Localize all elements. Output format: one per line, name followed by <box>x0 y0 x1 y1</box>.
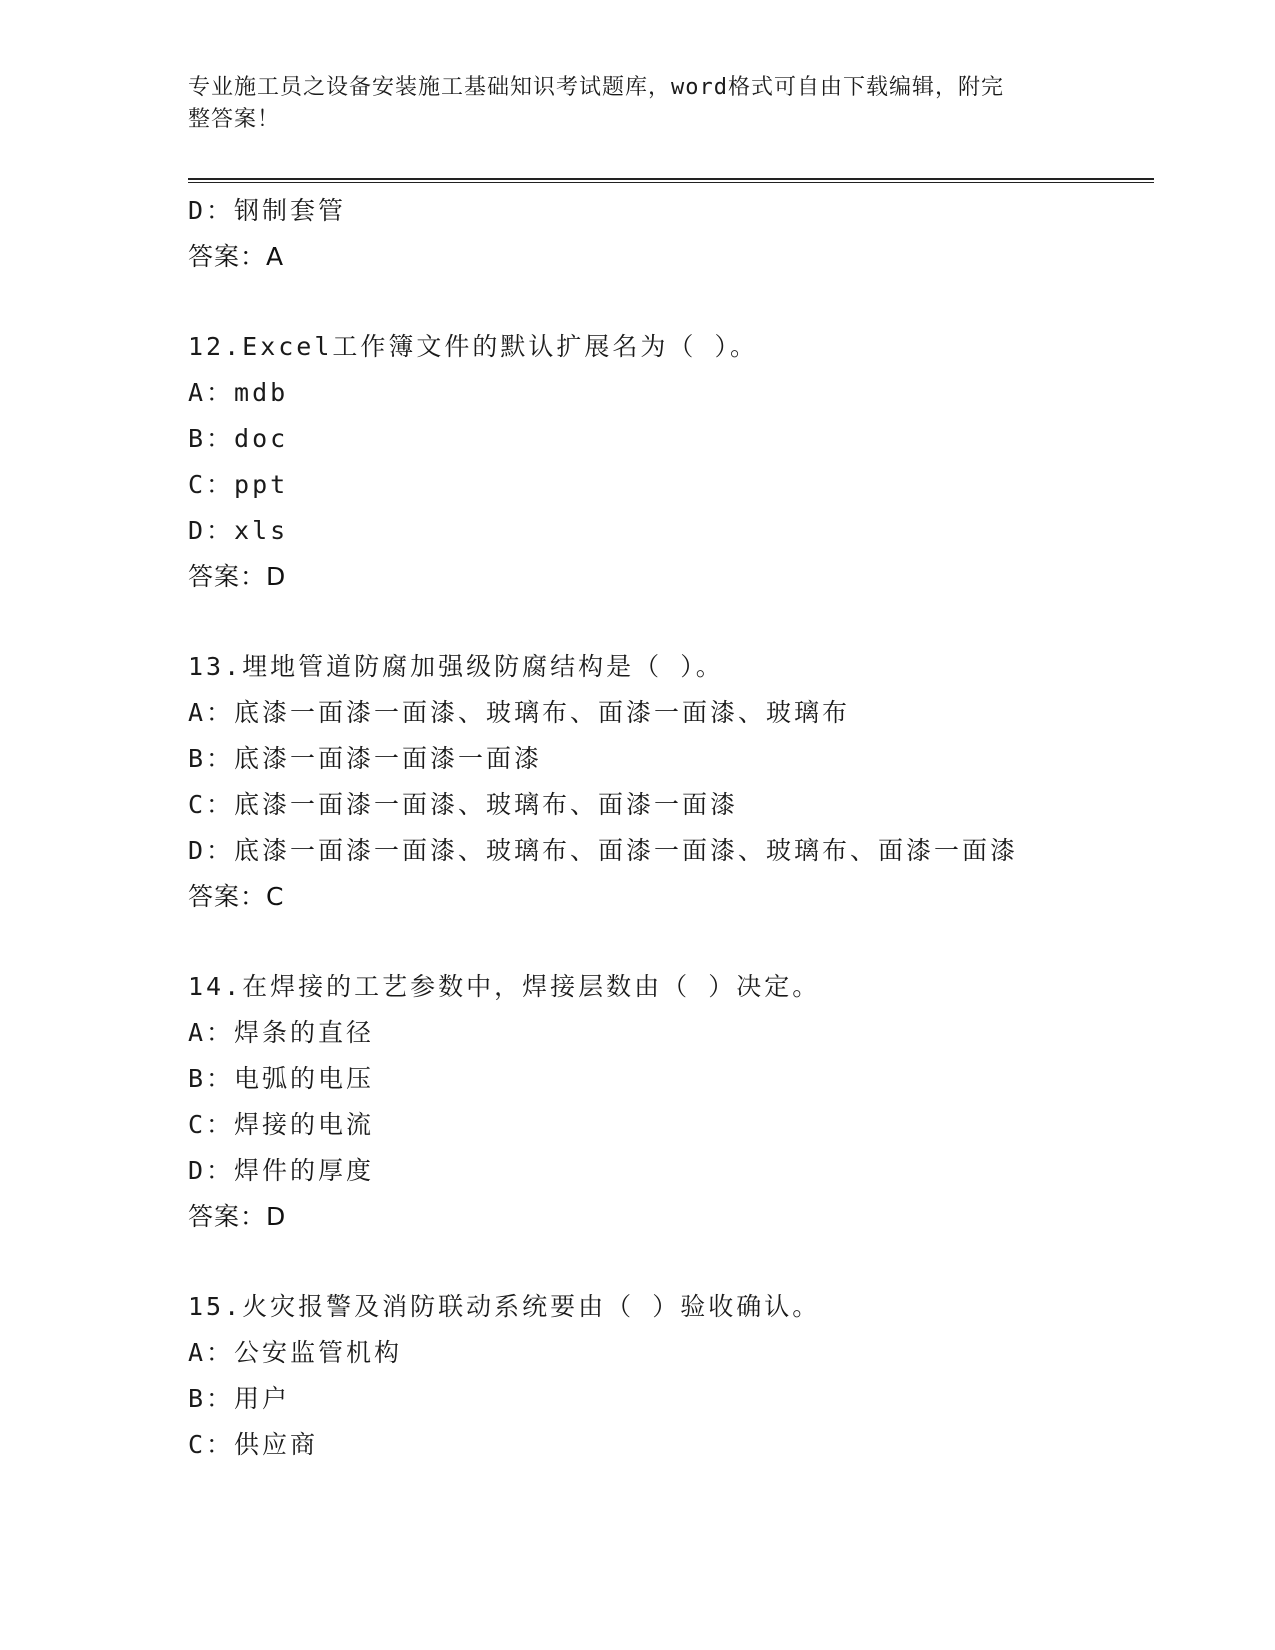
option-c: C：焊接的电流 <box>188 1110 375 1139</box>
previous-question-tail <box>188 188 1148 280</box>
option-b: B：doc <box>188 424 289 453</box>
option-c: C：供应商 <box>188 1430 319 1459</box>
header-divider-thick <box>188 178 1154 180</box>
document-header <box>188 72 1068 136</box>
option-a: A：焊条的直径 <box>188 1018 375 1047</box>
option-d: D：焊件的厚度 <box>188 1156 375 1185</box>
option-b: B：用户 <box>188 1384 291 1413</box>
question-13 <box>188 644 1148 920</box>
question-15 <box>188 1284 1148 1468</box>
spacer <box>188 280 1148 324</box>
header-line-2: 整答案！ <box>188 107 281 132</box>
option-d: D：xls <box>188 516 289 545</box>
option-c: C：底漆一面漆一面漆、玻璃布、面漆一面漆 <box>188 790 739 819</box>
option-b: B：底漆一面漆一面漆一面漆 <box>188 744 543 773</box>
option-a: A：mdb <box>188 378 289 407</box>
question-stem: 12.Excel工作簿文件的默认扩展名为（ ）。 <box>188 332 758 361</box>
answer-line: 答案：A <box>188 242 285 271</box>
option-b: B：电弧的电压 <box>188 1064 375 1093</box>
question-12 <box>188 324 1148 600</box>
question-stem: 14.在焊接的工艺参数中，焊接层数由（ ）决定。 <box>188 972 821 1001</box>
question-14 <box>188 964 1148 1240</box>
option-a: A：底漆一面漆一面漆、玻璃布、面漆一面漆、玻璃布 <box>188 698 851 727</box>
question-list <box>188 188 1148 1468</box>
option-d: D：底漆一面漆一面漆、玻璃布、面漆一面漆、玻璃布、面漆一面漆 <box>188 836 1019 865</box>
question-stem: 13.埋地管道防腐加强级防腐结构是（ ）。 <box>188 652 724 681</box>
option-d: D：钢制套管 <box>188 196 347 225</box>
option-a: A：公安监管机构 <box>188 1338 403 1367</box>
option-c: C：ppt <box>188 470 289 499</box>
header-divider-thin <box>188 182 1154 183</box>
header-line-1: 专业施工员之设备安装施工基础知识考试题库，word格式可自由下载编辑，附完 <box>188 75 1004 100</box>
spacer <box>188 1240 1148 1284</box>
answer-line: 答案：C <box>188 882 285 911</box>
answer-line: 答案：D <box>188 562 287 591</box>
spacer <box>188 920 1148 964</box>
spacer <box>188 600 1148 644</box>
question-stem: 15.火灾报警及消防联动系统要由（ ）验收确认。 <box>188 1292 821 1321</box>
answer-line: 答案：D <box>188 1202 287 1231</box>
